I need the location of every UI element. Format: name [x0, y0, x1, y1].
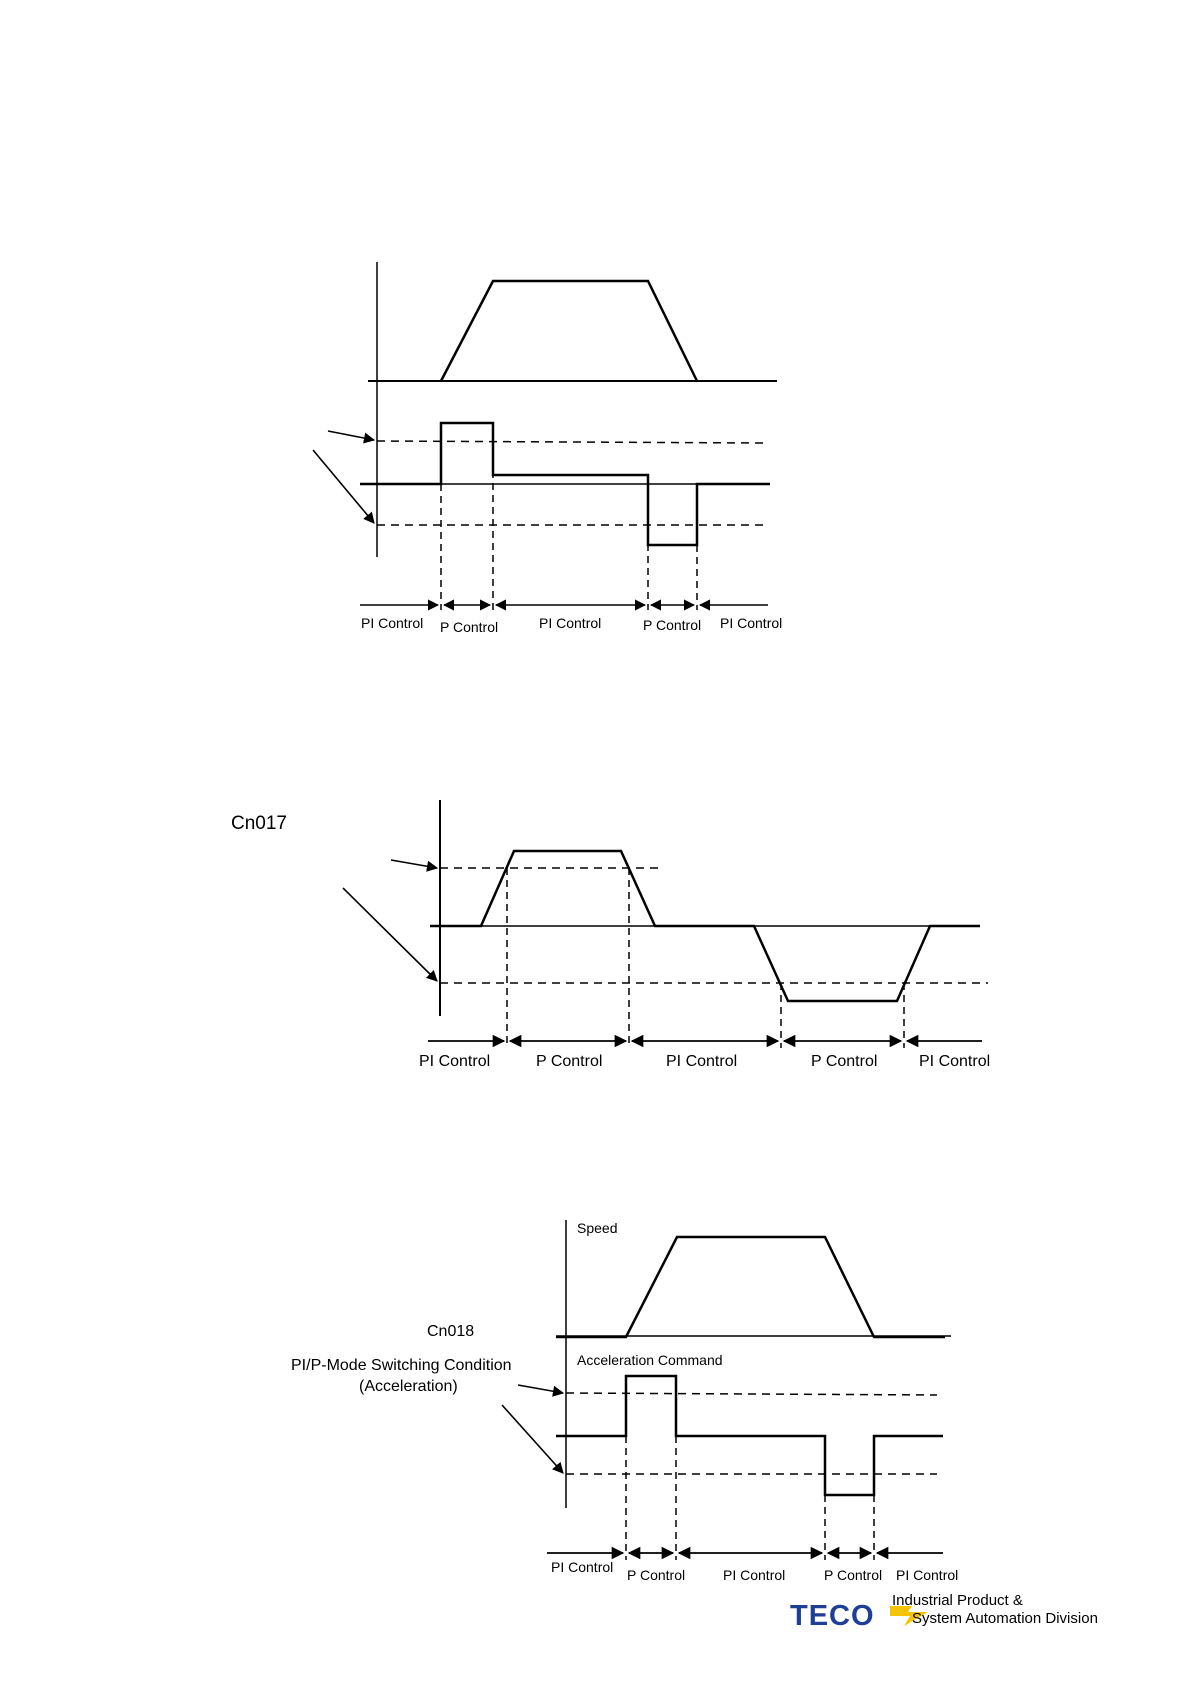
d3-upper-threshold: [566, 1393, 937, 1395]
d2-mode-label: PI Control: [419, 1053, 491, 1070]
d3-mode-label: PI Control: [896, 1567, 959, 1583]
d2-pointer-arrow-upper: [391, 860, 437, 868]
d3-acceleration-label: Acceleration Command: [577, 1352, 723, 1368]
d1-mode-label: P Control: [440, 619, 499, 635]
diagram-1: [313, 262, 782, 635]
diagram-2: [231, 800, 990, 1070]
d2-parameter-label: Cn017: [231, 813, 287, 834]
d3-mode-label: P Control: [824, 1567, 883, 1583]
d3-pointer-arrow-upper: [518, 1385, 563, 1393]
d3-speed-label: Speed: [577, 1220, 618, 1236]
d1-mode-label: PI Control: [539, 615, 602, 631]
d1-speed-trapezoid: [441, 281, 697, 381]
d2-mode-label: P Control: [811, 1053, 878, 1070]
d1-pointer-arrow-upper: [328, 431, 374, 440]
d3-mode-label: PI Control: [551, 1559, 614, 1575]
d3-mode-label: PI Control: [723, 1567, 786, 1583]
d1-mode-label: PI Control: [361, 615, 424, 631]
d3-pointer-arrow-lower: [502, 1405, 563, 1473]
d3-condition-sub-label: (Acceleration): [359, 1378, 458, 1395]
d1-mode-label: PI Control: [720, 615, 783, 631]
logo-brand-text: TECO: [790, 1600, 875, 1632]
logo-tagline-line1: Industrial Product &: [892, 1592, 1023, 1609]
company-logo: [790, 1592, 1100, 1640]
d3-condition-label: PI/P-Mode Switching Condition: [291, 1357, 512, 1374]
d2-mode-label: PI Control: [666, 1053, 738, 1070]
d2-mode-label: P Control: [536, 1053, 603, 1070]
d3-speed-trapezoid: [556, 1237, 945, 1337]
d1-mode-label: P Control: [643, 617, 702, 633]
d2-pointer-arrow-lower: [343, 888, 437, 981]
d1-upper-threshold: [377, 441, 763, 443]
d3-parameter-label: Cn018: [427, 1323, 475, 1340]
diagram-3: [291, 1220, 958, 1583]
d1-pointer-arrow-lower: [313, 450, 374, 523]
d2-mode-label: PI Control: [919, 1053, 991, 1070]
d3-mode-label: P Control: [627, 1567, 686, 1583]
logo-tagline-line2: System Automation Division: [912, 1610, 1098, 1627]
